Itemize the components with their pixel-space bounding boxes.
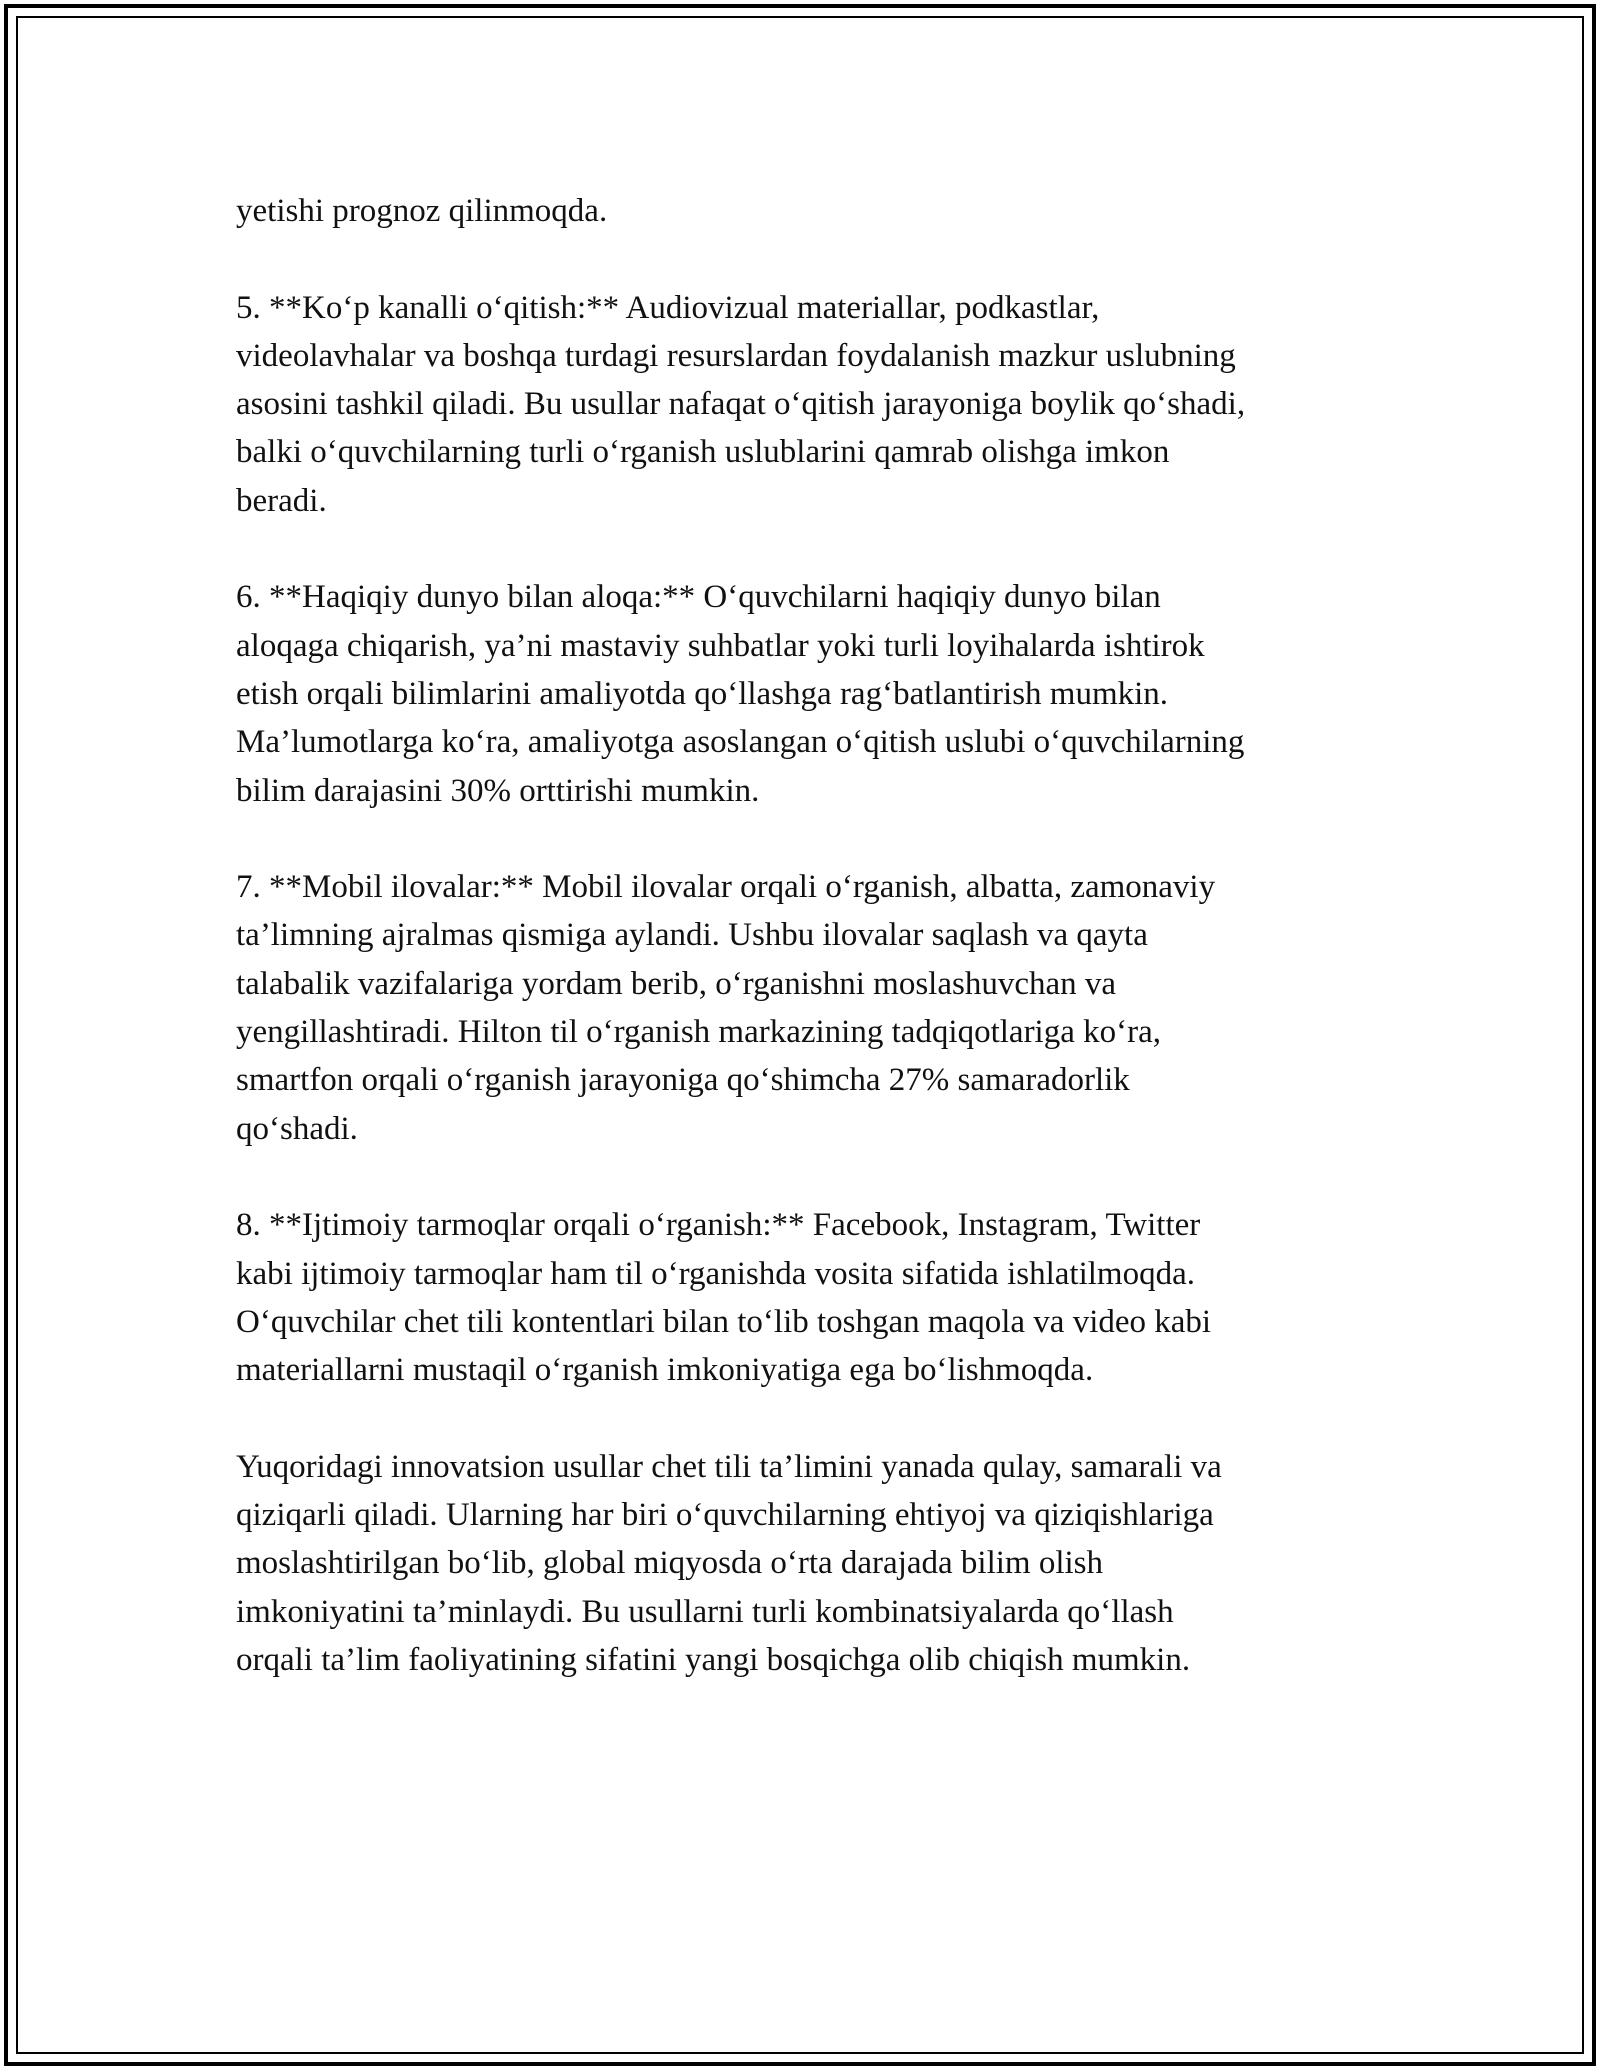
paragraph-conclusion: Yuqoridagi innovatsion usullar chet tili ta’limini yanada qulay, samarali va qiziqarli qiladi. Ularning har biri o‘quvchilarning ehtiyoj va qiziqishlariga moslashtirilgan bo‘lib, global miqyosda o‘rta darajada bilim olish imkoniyatini ta’minlaydi. Bu usullarni turli kombinatsiyalarda qo‘llash orqali ta’lim faoliyatining sifatini yangi bosqichga olib chiqish mumkin. (236, 1448, 1222, 1678)
document-body (236, 187, 1386, 1684)
paragraph-item-8: 8. **Ijtimoiy tarmoqlar orqali o‘rganish:** Facebook, Instagram, Twitter kabi ijtimoiy tarmoqlar ham til o‘rganishda vosita sifatida ishlatilmoqda. O‘quvchilar chet tili kontentlari bilan to‘lib toshgan maqola va video kabi materiallarni mustaqil o‘rganish imkoniyatiga ega bo‘lishmoqda. (236, 1207, 1212, 1389)
paragraph-item-5: 5. **Ko‘p kanalli o‘qitish:** Audiovizual materiallar, podkastlar, videolavhalar va boshqa turdagi resurslardan foydalanish mazkur uslubning asosini tashkil qiladi. Bu usullar nafaqat o‘qitish jarayoniga boylik qo‘shadi, balki o‘quvchilarning turli o‘rganish uslublarini qamrab olishga imkon beradi. (236, 289, 1246, 519)
paragraph-item-6: 6. **Haqiqiy dunyo bilan aloqa:** O‘quvchilarni haqiqiy dunyo bilan aloqaga chiqarish, ya’ni mastaviy suhbatlar yoki turli loyihalarda ishtirok etish orqali bilimlarini amaliyotda qo‘llashga rag‘batlantirish mumkin. Ma’lumotlarga ko‘ra, amaliyotga asoslangan o‘qitish uslubi o‘quvchilarning bilim darajasini 30% orttirishi mumkin. (236, 579, 1245, 809)
paragraph-continuation: yetishi prognoz qilinmoqda. (236, 193, 608, 229)
paragraph-item-7: 7. **Mobil ilovalar:** Mobil ilovalar orqali o‘rganish, albatta, zamonaviy ta’limning ajralmas qismiga aylandi. Ushbu ilovalar saqlash va qayta talabalik vazifalariga yordam berib, o‘rganishni moslashuvchan va yengillashtiradi. Hilton til o‘rganish markazining tadqiqotlariga ko‘ra, smartfon orqali o‘rganish jarayoniga qo‘shimcha 27% samaradorlik qo‘shadi. (236, 869, 1216, 1147)
